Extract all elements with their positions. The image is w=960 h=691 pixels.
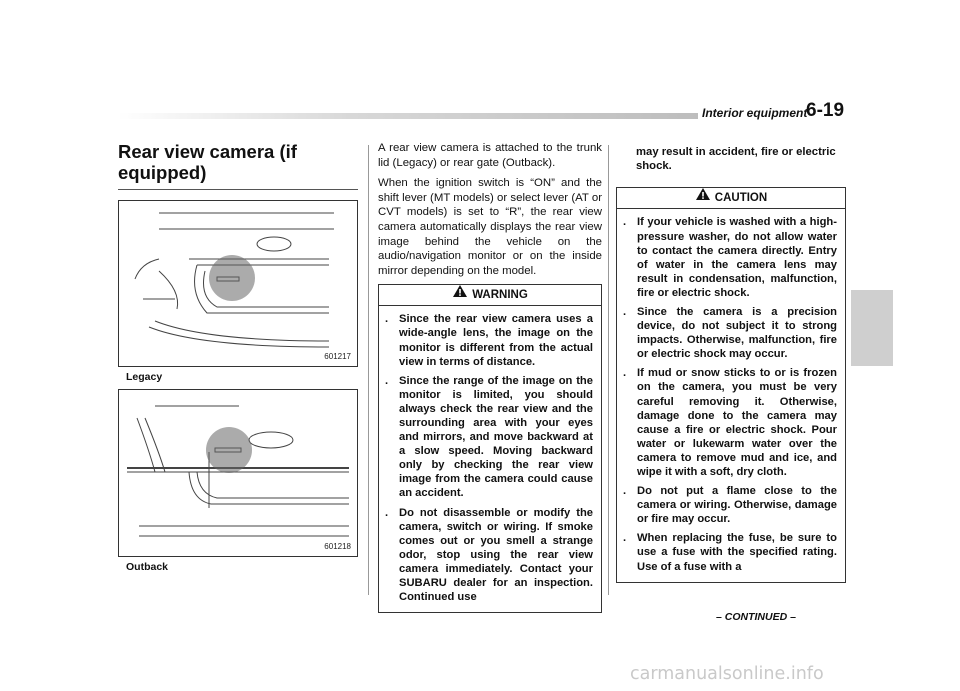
page-number: 6-19 — [806, 100, 845, 121]
warning-header — [379, 285, 601, 306]
section-title-rule — [118, 189, 358, 190]
figure-outback — [118, 389, 358, 557]
continued-label: – CONTINUED – — [716, 611, 796, 623]
figure-legacy — [118, 200, 358, 367]
column-divider-1 — [368, 145, 369, 595]
outback-camera-illustration — [119, 390, 357, 556]
figure-caption-outback: Outback — [126, 561, 169, 573]
column-right — [616, 141, 846, 583]
warning-continuation: may result in accident, fire or electric shock. — [636, 146, 836, 173]
legacy-camera-illustration — [119, 201, 357, 366]
column-middle — [378, 141, 602, 613]
figure-number-outback: 601218 — [324, 542, 351, 551]
caution-list — [617, 209, 845, 581]
warning-list — [379, 306, 601, 612]
column-divider-2 — [608, 145, 609, 595]
caution-item: . If your vehicle is washed with a high-pressure washer, do not allow water to contact the camera directly. Entry of water in the camera lens may result in condensation, malfunction, fire or electric shock. — [623, 216, 837, 299]
header-rule — [118, 113, 698, 119]
caution-item: . When replacing the fuse, be sure to use a fuse with the specified rating. Use of a fuse with a — [623, 532, 837, 573]
warning-item: . Since the rear view camera uses a wide-angle lens, the image on the monitor is different from the actual view in terms of distance. — [385, 313, 593, 368]
caution-item: . Do not put a flame close to the camera or wiring. Otherwise, damage or fire may occur. — [623, 485, 837, 526]
header-section-title: Interior equipment — [702, 106, 808, 120]
warning-triangle-icon — [452, 284, 468, 298]
caution-item: . Since the camera is a precision device, do not subject it to strong impacts. Otherwise, malfunction, fire or electric shock may occur. — [623, 305, 837, 361]
warning-title: WARNING — [472, 289, 528, 302]
warning-item: . Since the range of the image on the monitor is limited, you should always check the rear view and the surrounding area with your eyes and mirrors, and move backward at a slow speed. Moving backward only by checking the rear view image from the camera could cause an accident. — [385, 374, 593, 500]
caution-header — [617, 188, 845, 209]
caution-title: CAUTION — [714, 192, 768, 205]
caution-triangle-icon — [695, 187, 711, 201]
chapter-tab — [851, 290, 893, 366]
intro-paragraph-1: A rear view camera is attached to the trunk lid (Legacy) or rear gate (Outback). — [378, 142, 602, 169]
figure-number-legacy: 601217 — [324, 352, 351, 361]
caution-item: . If mud or snow sticks to or is frozen on the camera, you must be very careful removing it. Otherwise, damage done to the camera may cause a fire or electric shock. Pour water or lukewarm water over the camera to remove mud and ice, and wipe it with a soft, dry cloth. — [623, 367, 837, 478]
intro-paragraph-2: When the ignition switch is “ON” and the shift lever (MT models) or select lever (AT or CVT models) is set to “R”, the rear view camera automatically displays the rear view image behind the vehicle on the audio/navigation monitor or on the inside mirror depending on the model. — [378, 177, 602, 277]
section-title: Rear view camera (if equipped) — [118, 141, 297, 183]
caution-box — [616, 187, 846, 582]
figure-caption-legacy: Legacy — [126, 371, 163, 383]
warning-item: . Do not disassemble or modify the camera, switch or wiring. If smoke comes out or you smell a strange odor, stop using the rear view camera immediately. Contact your SUBARU dealer for an inspection. Continued use — [385, 506, 593, 604]
column-left — [118, 141, 358, 579]
warning-box — [378, 284, 602, 613]
watermark[interactable]: carmanualsonline.info — [630, 664, 824, 684]
